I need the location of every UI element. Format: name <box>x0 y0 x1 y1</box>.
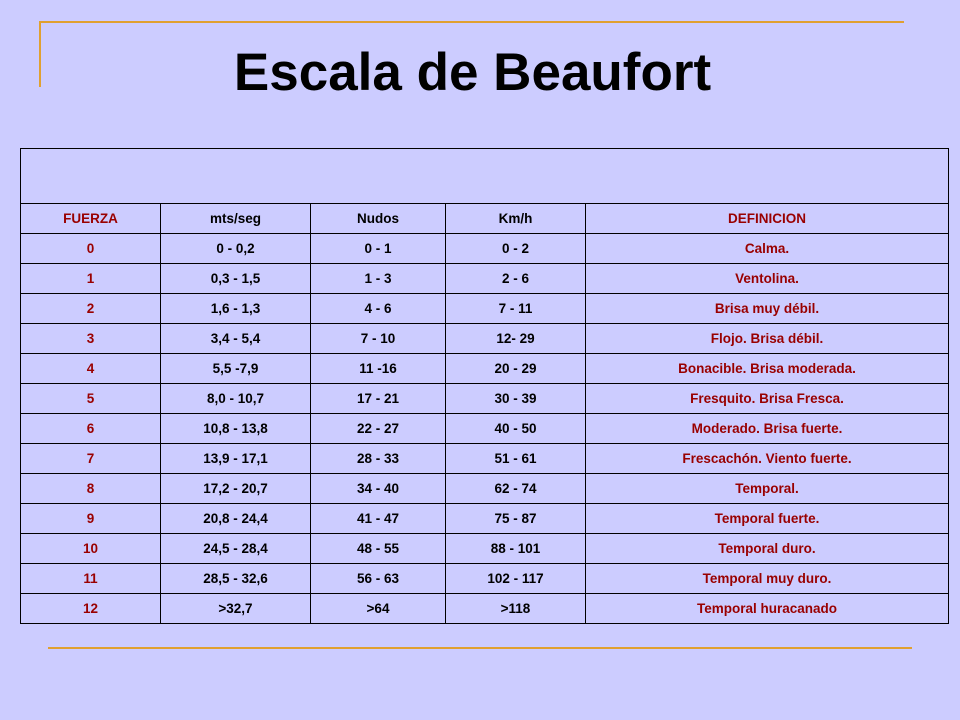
cell-fuerza: 4 <box>21 354 161 384</box>
cell-definicion: Bonacible. Brisa moderada. <box>586 354 949 384</box>
header-definicion: DEFINICION <box>586 204 949 234</box>
cell-km-h: 62 - 74 <box>446 474 586 504</box>
table-row <box>21 564 949 594</box>
cell-mts-seg: 28,5 - 32,6 <box>161 564 311 594</box>
cell-fuerza: 3 <box>21 324 161 354</box>
cell-mts-seg: 17,2 - 20,7 <box>161 474 311 504</box>
table-row <box>21 534 949 564</box>
cell-definicion: Brisa muy débil. <box>586 294 949 324</box>
decorative-top-line <box>40 21 904 23</box>
cell-definicion: Temporal muy duro. <box>586 564 949 594</box>
cell-km-h: 88 - 101 <box>446 534 586 564</box>
header-mts-seg: mts/seg <box>161 204 311 234</box>
cell-definicion: Ventolina. <box>586 264 949 294</box>
cell-km-h: 51 - 61 <box>446 444 586 474</box>
cell-km-h: 12- 29 <box>446 324 586 354</box>
cell-km-h: 7 - 11 <box>446 294 586 324</box>
table-row <box>21 504 949 534</box>
table-row <box>21 474 949 504</box>
cell-mts-seg: 13,9 - 17,1 <box>161 444 311 474</box>
cell-nudos: 48 - 55 <box>311 534 446 564</box>
table-empty-header-cell <box>21 149 949 204</box>
table-row <box>21 294 949 324</box>
cell-definicion: Calma. <box>586 234 949 264</box>
cell-nudos: 28 - 33 <box>311 444 446 474</box>
cell-nudos: >64 <box>311 594 446 624</box>
cell-fuerza: 9 <box>21 504 161 534</box>
cell-mts-seg: 10,8 - 13,8 <box>161 414 311 444</box>
cell-nudos: 17 - 21 <box>311 384 446 414</box>
cell-mts-seg: 0 - 0,2 <box>161 234 311 264</box>
decorative-bottom-line <box>48 647 912 649</box>
cell-km-h: 2 - 6 <box>446 264 586 294</box>
cell-mts-seg: 0,3 - 1,5 <box>161 264 311 294</box>
cell-definicion: Moderado. Brisa fuerte. <box>586 414 949 444</box>
cell-km-h: >118 <box>446 594 586 624</box>
cell-nudos: 4 - 6 <box>311 294 446 324</box>
table-row <box>21 384 949 414</box>
cell-fuerza: 2 <box>21 294 161 324</box>
table-row <box>21 324 949 354</box>
cell-definicion: Temporal. <box>586 474 949 504</box>
table-row <box>21 264 949 294</box>
cell-nudos: 0 - 1 <box>311 234 446 264</box>
cell-km-h: 40 - 50 <box>446 414 586 444</box>
header-km-h: Km/h <box>446 204 586 234</box>
cell-fuerza: 10 <box>21 534 161 564</box>
cell-km-h: 0 - 2 <box>446 234 586 264</box>
cell-mts-seg: 1,6 - 1,3 <box>161 294 311 324</box>
table-row <box>21 414 949 444</box>
cell-mts-seg: >32,7 <box>161 594 311 624</box>
cell-fuerza: 1 <box>21 264 161 294</box>
cell-mts-seg: 24,5 - 28,4 <box>161 534 311 564</box>
cell-nudos: 34 - 40 <box>311 474 446 504</box>
cell-nudos: 41 - 47 <box>311 504 446 534</box>
table-row <box>21 444 949 474</box>
cell-mts-seg: 8,0 - 10,7 <box>161 384 311 414</box>
cell-km-h: 75 - 87 <box>446 504 586 534</box>
cell-nudos: 56 - 63 <box>311 564 446 594</box>
table-row <box>21 354 949 384</box>
table-header-row <box>21 204 949 234</box>
cell-definicion: Flojo. Brisa débil. <box>586 324 949 354</box>
page-title: Escala de Beaufort <box>233 43 712 102</box>
cell-nudos: 11 -16 <box>311 354 446 384</box>
cell-mts-seg: 20,8 - 24,4 <box>161 504 311 534</box>
cell-definicion: Fresquito. Brisa Fresca. <box>586 384 949 414</box>
cell-definicion: Temporal huracanado <box>586 594 949 624</box>
cell-fuerza: 11 <box>21 564 161 594</box>
cell-fuerza: 5 <box>21 384 161 414</box>
table-empty-header-row <box>21 149 949 204</box>
cell-km-h: 102 - 117 <box>446 564 586 594</box>
cell-fuerza: 7 <box>21 444 161 474</box>
cell-fuerza: 6 <box>21 414 161 444</box>
header-nudos: Nudos <box>311 204 446 234</box>
cell-km-h: 30 - 39 <box>446 384 586 414</box>
header-fuerza: FUERZA <box>21 204 161 234</box>
cell-definicion: Temporal fuerte. <box>586 504 949 534</box>
cell-nudos: 22 - 27 <box>311 414 446 444</box>
cell-nudos: 1 - 3 <box>311 264 446 294</box>
cell-mts-seg: 3,4 - 5,4 <box>161 324 311 354</box>
cell-nudos: 7 - 10 <box>311 324 446 354</box>
cell-mts-seg: 5,5 -7,9 <box>161 354 311 384</box>
cell-fuerza: 12 <box>21 594 161 624</box>
cell-fuerza: 8 <box>21 474 161 504</box>
table-row <box>21 234 949 264</box>
beaufort-table-body <box>21 149 949 624</box>
table-row <box>21 594 949 624</box>
cell-fuerza: 0 <box>21 234 161 264</box>
cell-definicion: Frescachón. Viento fuerte. <box>586 444 949 474</box>
beaufort-table <box>20 148 949 624</box>
cell-definicion: Temporal duro. <box>586 534 949 564</box>
cell-km-h: 20 - 29 <box>446 354 586 384</box>
